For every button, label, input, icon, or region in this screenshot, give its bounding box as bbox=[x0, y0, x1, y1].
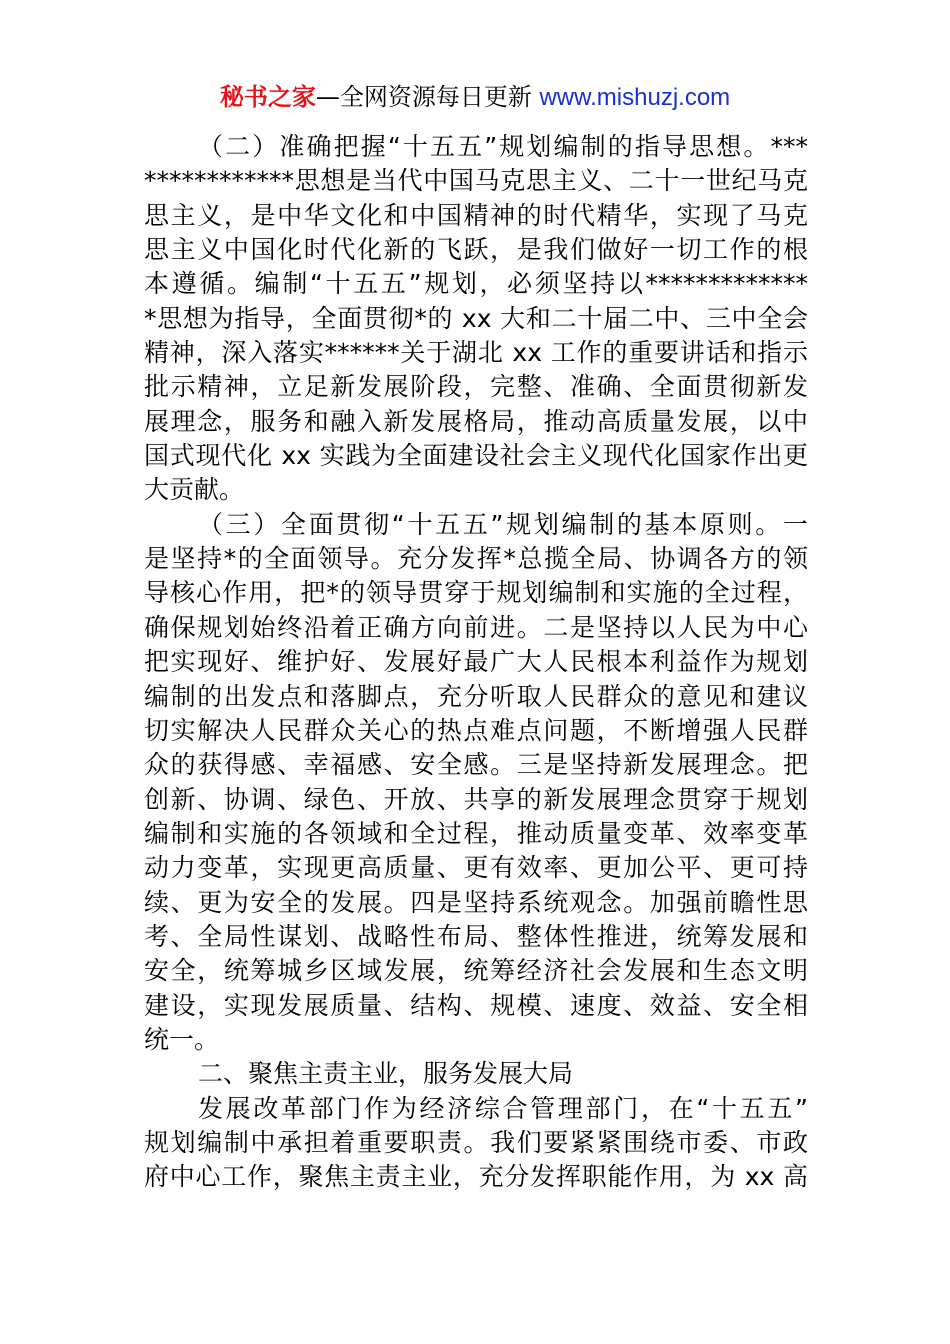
text-line: 本遵循。编制“十五五”规划，必须坚持以************* bbox=[144, 269, 808, 299]
text-line: 国式现代化 xx 实践为全面建设社会主义现代化国家作出更 bbox=[144, 441, 808, 471]
text-line: 府中心工作，聚焦主责主业，充分发挥职能作用，为 xx 高 bbox=[144, 1162, 808, 1192]
text-line: 安全，统筹城乡区域发展，统筹经济社会发展和生态文明 bbox=[144, 956, 808, 986]
text-line: 批示精神，立足新发展阶段，完整、准确、全面贯彻新发 bbox=[144, 372, 808, 402]
text-line: 是坚持*的全面领导。充分发挥*总揽全局、协调各方的领 bbox=[144, 544, 808, 574]
text-line: 展理念，服务和融入新发展格局，推动高质量发展，以中 bbox=[144, 406, 808, 436]
paragraph-start-line: 发展改革部门作为经济综合管理部门，在“十五五” bbox=[198, 1093, 808, 1123]
paragraph-heading-2-line: （二）准确把握“十五五”规划编制的指导思想。*** bbox=[198, 132, 808, 161]
site-banner bbox=[0, 80, 950, 115]
text-line: 编制和实施的各领域和全过程，推动质量变革、效率变革 bbox=[144, 818, 808, 848]
site-url-link[interactable]: www.mishuzj.com bbox=[539, 84, 731, 111]
paragraph-heading-3-line: （三）全面贯彻“十五五”规划编制的基本原则。一 bbox=[198, 509, 808, 539]
text-line: 续、更为安全的发展。四是坚持系统观念。加强前瞻性思 bbox=[144, 887, 808, 917]
text-line: 考、全局性谋划、战略性布局、整体性推进，统筹发展和 bbox=[144, 921, 808, 951]
text-line: 编制的出发点和落脚点，充分听取人民群众的意见和建议 bbox=[144, 681, 808, 711]
text-line: 确保规划始终沿着正确方向前进。二是坚持以人民为中心 bbox=[144, 612, 808, 642]
section-heading-2: 二、聚焦主责主业，服务发展大局 bbox=[198, 1059, 574, 1089]
text-line-end: 统一。 bbox=[144, 1024, 220, 1054]
text-line: *思想为指导，全面贯彻*的 xx 大和二十届二中、三中全会 bbox=[144, 303, 808, 333]
text-line: ************思想是当代中国马克思主义、二十一世纪马克 bbox=[144, 166, 808, 196]
text-line: 建设，实现发展质量、结构、规模、速度、效益、安全相 bbox=[144, 990, 808, 1020]
text-line: 思主义中国化时代化新的飞跃，是我们做好一切工作的根 bbox=[144, 235, 808, 265]
text-line: 切实解决人民群众关心的热点难点问题，不断增强人民群 bbox=[144, 715, 808, 745]
text-line: 精神，深入落实******关于湖北 xx 工作的重要讲话和指示 bbox=[144, 338, 808, 368]
text-line: 规划编制中承担着重要职责。我们要紧紧围绕市委、市政 bbox=[144, 1127, 808, 1157]
brand-name: 秘书之家 bbox=[219, 83, 316, 111]
text-line: 把实现好、维护好、发展好最广大人民根本利益作为规划 bbox=[144, 647, 808, 677]
banner-tagline: —全网资源每日更新 bbox=[315, 83, 540, 111]
text-line: 动力变革，实现更高质量、更有效率、更加公平、更可持 bbox=[144, 853, 808, 883]
text-line-end: 大贡献。 bbox=[144, 475, 245, 505]
text-line: 思主义，是中华文化和中国精神的时代精华，实现了马克 bbox=[144, 200, 808, 230]
text-line: 创新、协调、绿色、开放、共享的新发展理念贯穿于规划 bbox=[144, 784, 808, 814]
text-line: 导核心作用，把*的领导贯穿于规划编制和实施的全过程， bbox=[144, 578, 808, 608]
document-body bbox=[144, 130, 808, 1195]
text-line: 众的获得感、幸福感、安全感。三是坚持新发展理念。把 bbox=[144, 750, 808, 780]
